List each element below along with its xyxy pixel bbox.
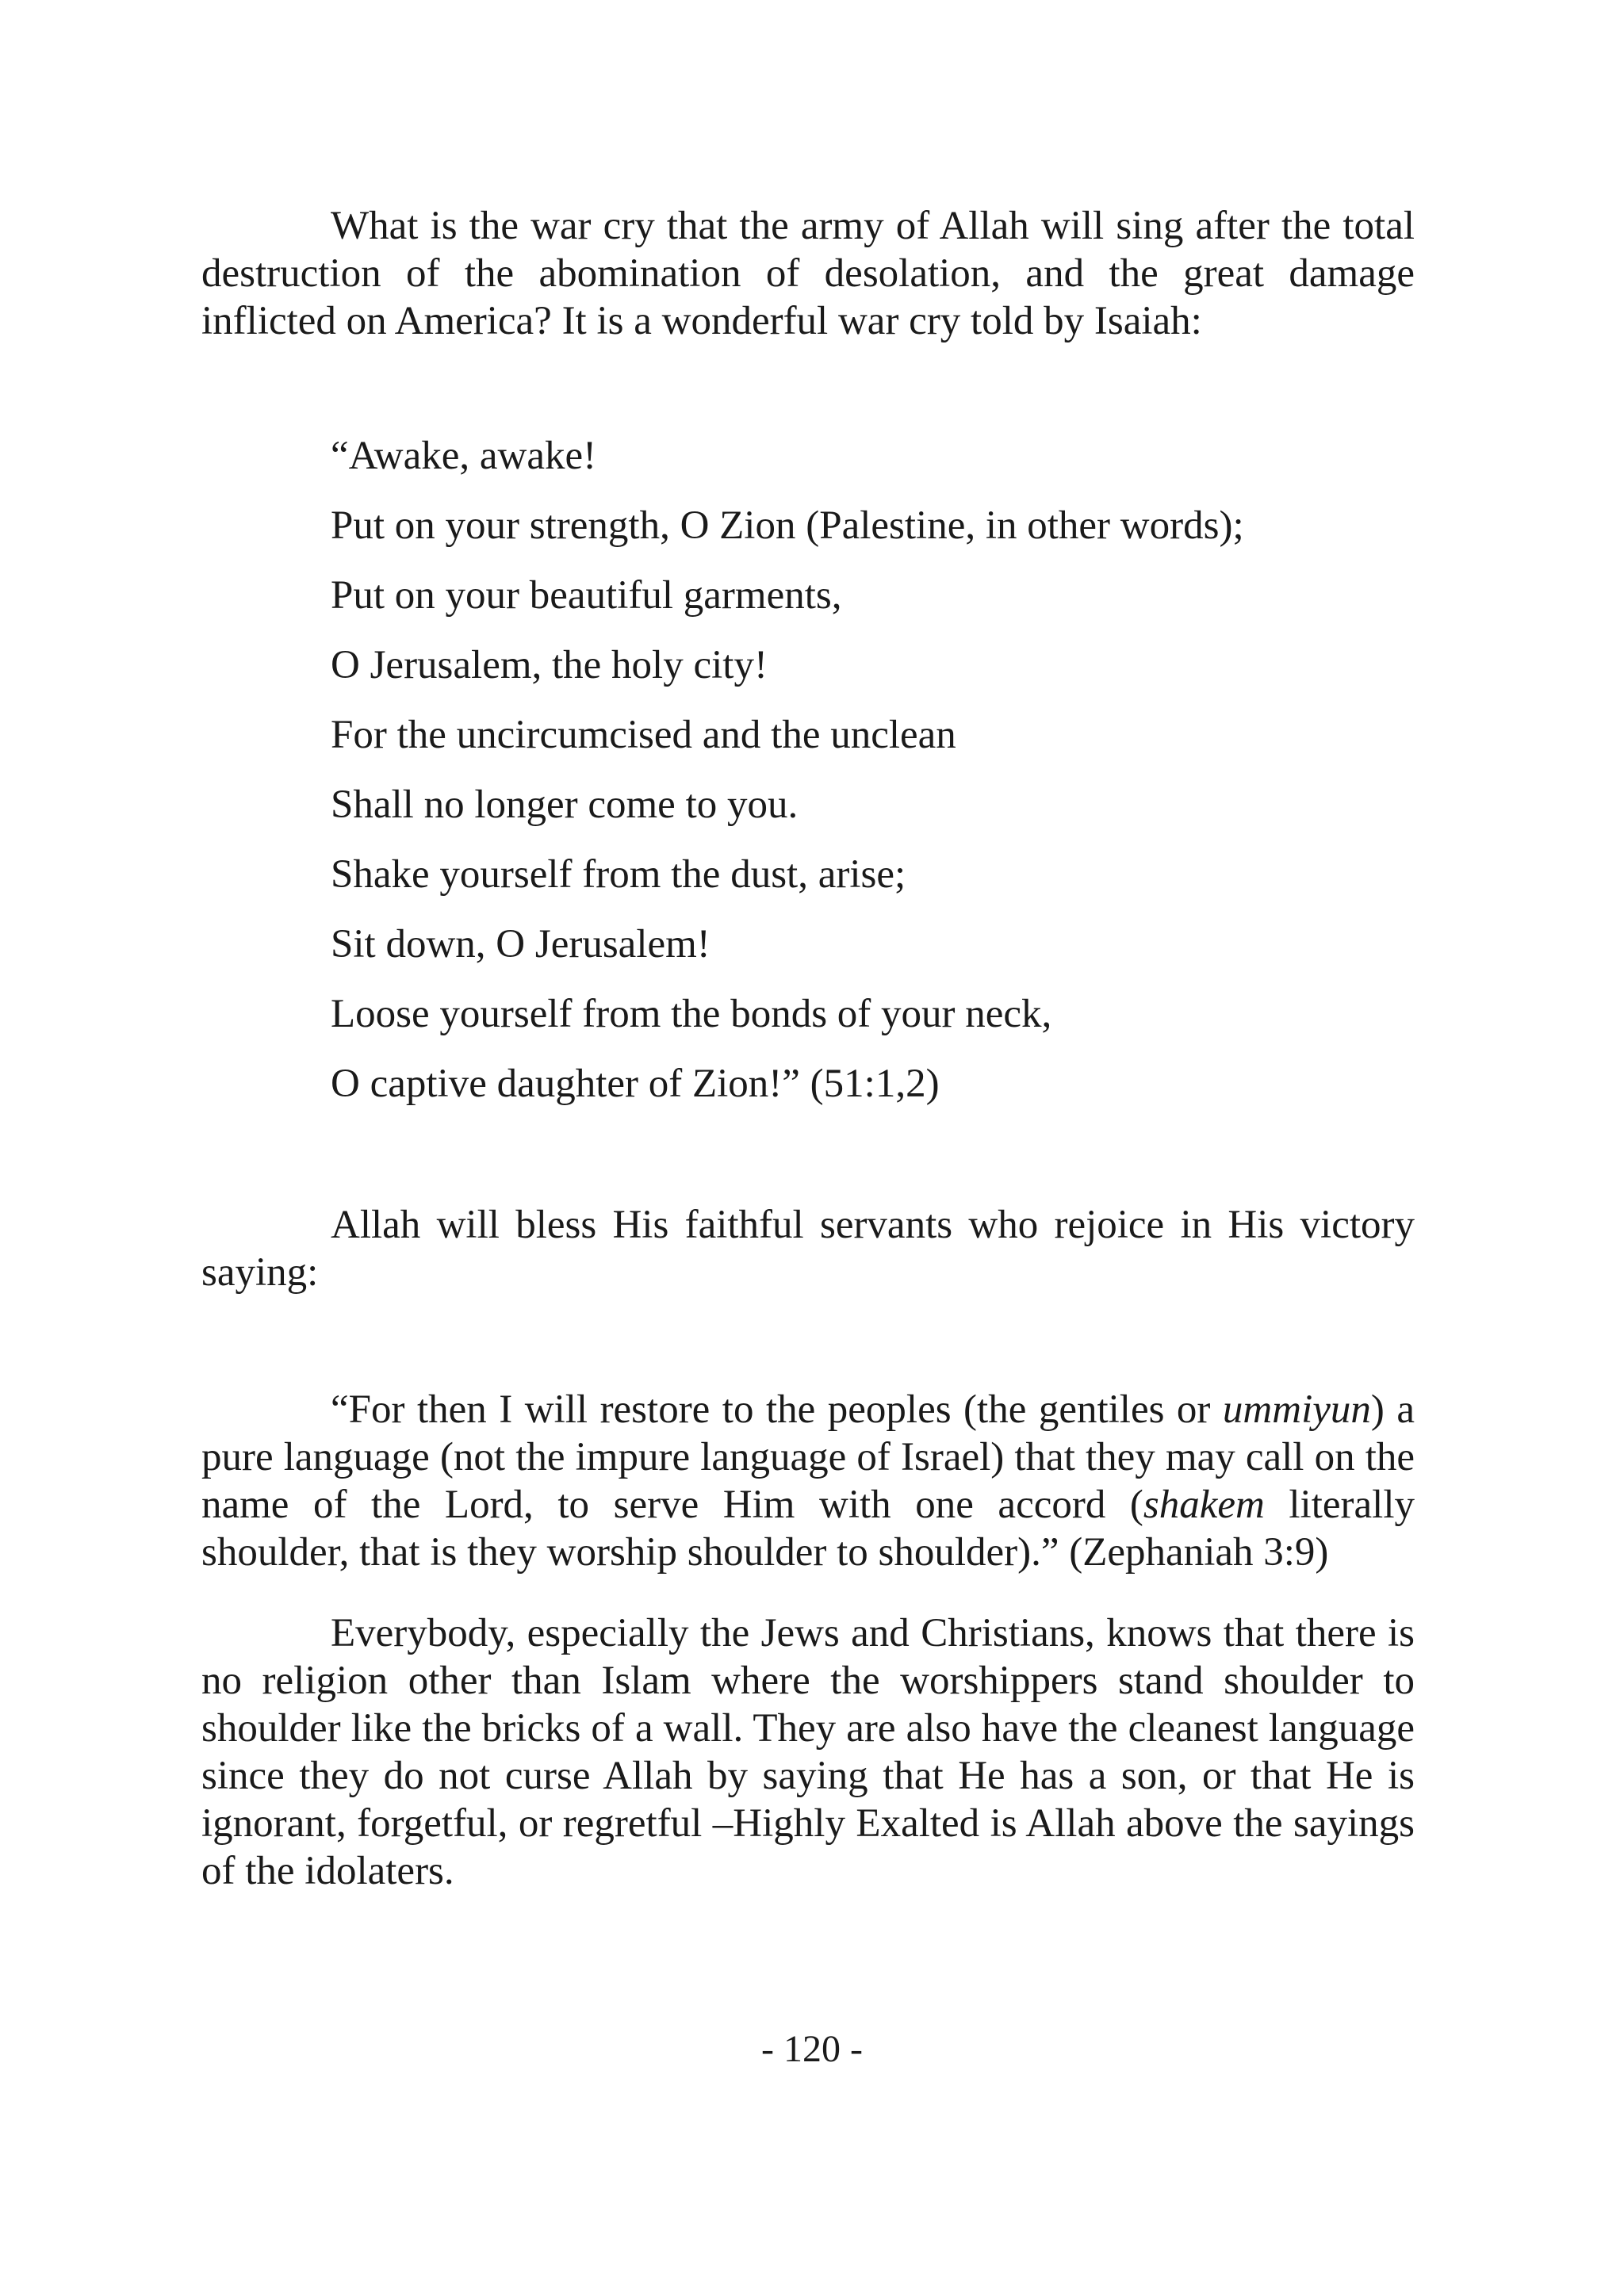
everybody-paragraph: Everybody, especially the Jews and Christians, knows that there is no religion other than Islam where the worshippers stand shoulder to shoulder like the bricks of a wall. They are also have the cleanest language since they do not curse Allah by saying that He has a son, or that He is ignorant, forgetful, or regretful –Highly Exalted is Allah above the sayings of the idolaters. — [201, 1611, 1415, 1893]
page-number: - 120 - — [761, 2028, 863, 2070]
verse-line: “Awake, awake! — [331, 434, 597, 478]
verse-line: Put on your strength, O Zion (Palestine, in other words); — [331, 503, 1244, 548]
verse-line: O Jerusalem, the holy city! — [331, 643, 768, 687]
bless-paragraph: Allah will bless His faithful servants who rejoice in His victory saying: — [201, 1203, 1415, 1295]
zephaniah-text-part1: “For then I will restore to the peoples (the gentiles or — [331, 1387, 1223, 1432]
zephaniah-paragraph — [201, 1386, 1415, 1576]
zephaniah-italic-shakem: shakem — [1143, 1483, 1265, 1527]
verse-line: Shake yourself from the dust, arise; — [331, 852, 906, 897]
intro-paragraph: What is the war cry that the army of Allah will sing after the total destruction of the abomination of desolation, and the great damage inflicted on America? It is a wonderful war cry told by Isaiah: — [201, 204, 1415, 343]
verse-line: Shall no longer come to you. — [331, 783, 799, 827]
verse-line: Sit down, O Jerusalem! — [331, 922, 710, 966]
verse-line: For the uncircumcised and the unclean — [331, 713, 956, 757]
verse-line: Put on your beautiful garments, — [331, 573, 842, 618]
verse-line: O captive daughter of Zion!” (51:1,2) — [331, 1062, 940, 1106]
verse-line: Loose yourself from the bonds of your neck, — [331, 992, 1052, 1036]
zephaniah-text-part3: literally shoulder, that is they worship shoulder to shoulder).” (Zephaniah 3:9) — [201, 1483, 1415, 1575]
bless-paragraph-block — [201, 1201, 1415, 1296]
zephaniah-text-part2: ) a pure language (not the impure language of Israel) that they may call on the name of the Lord, to serve Him with one accord ( — [201, 1387, 1415, 1527]
zephaniah-italic-ummiyun: ummiyun — [1222, 1387, 1371, 1432]
everybody-paragraph-block — [201, 1609, 1415, 1895]
intro-paragraph-block — [201, 202, 1415, 345]
zephaniah-paragraph-block — [201, 1386, 1415, 1576]
isaiah-verse-block — [331, 432, 1441, 1130]
